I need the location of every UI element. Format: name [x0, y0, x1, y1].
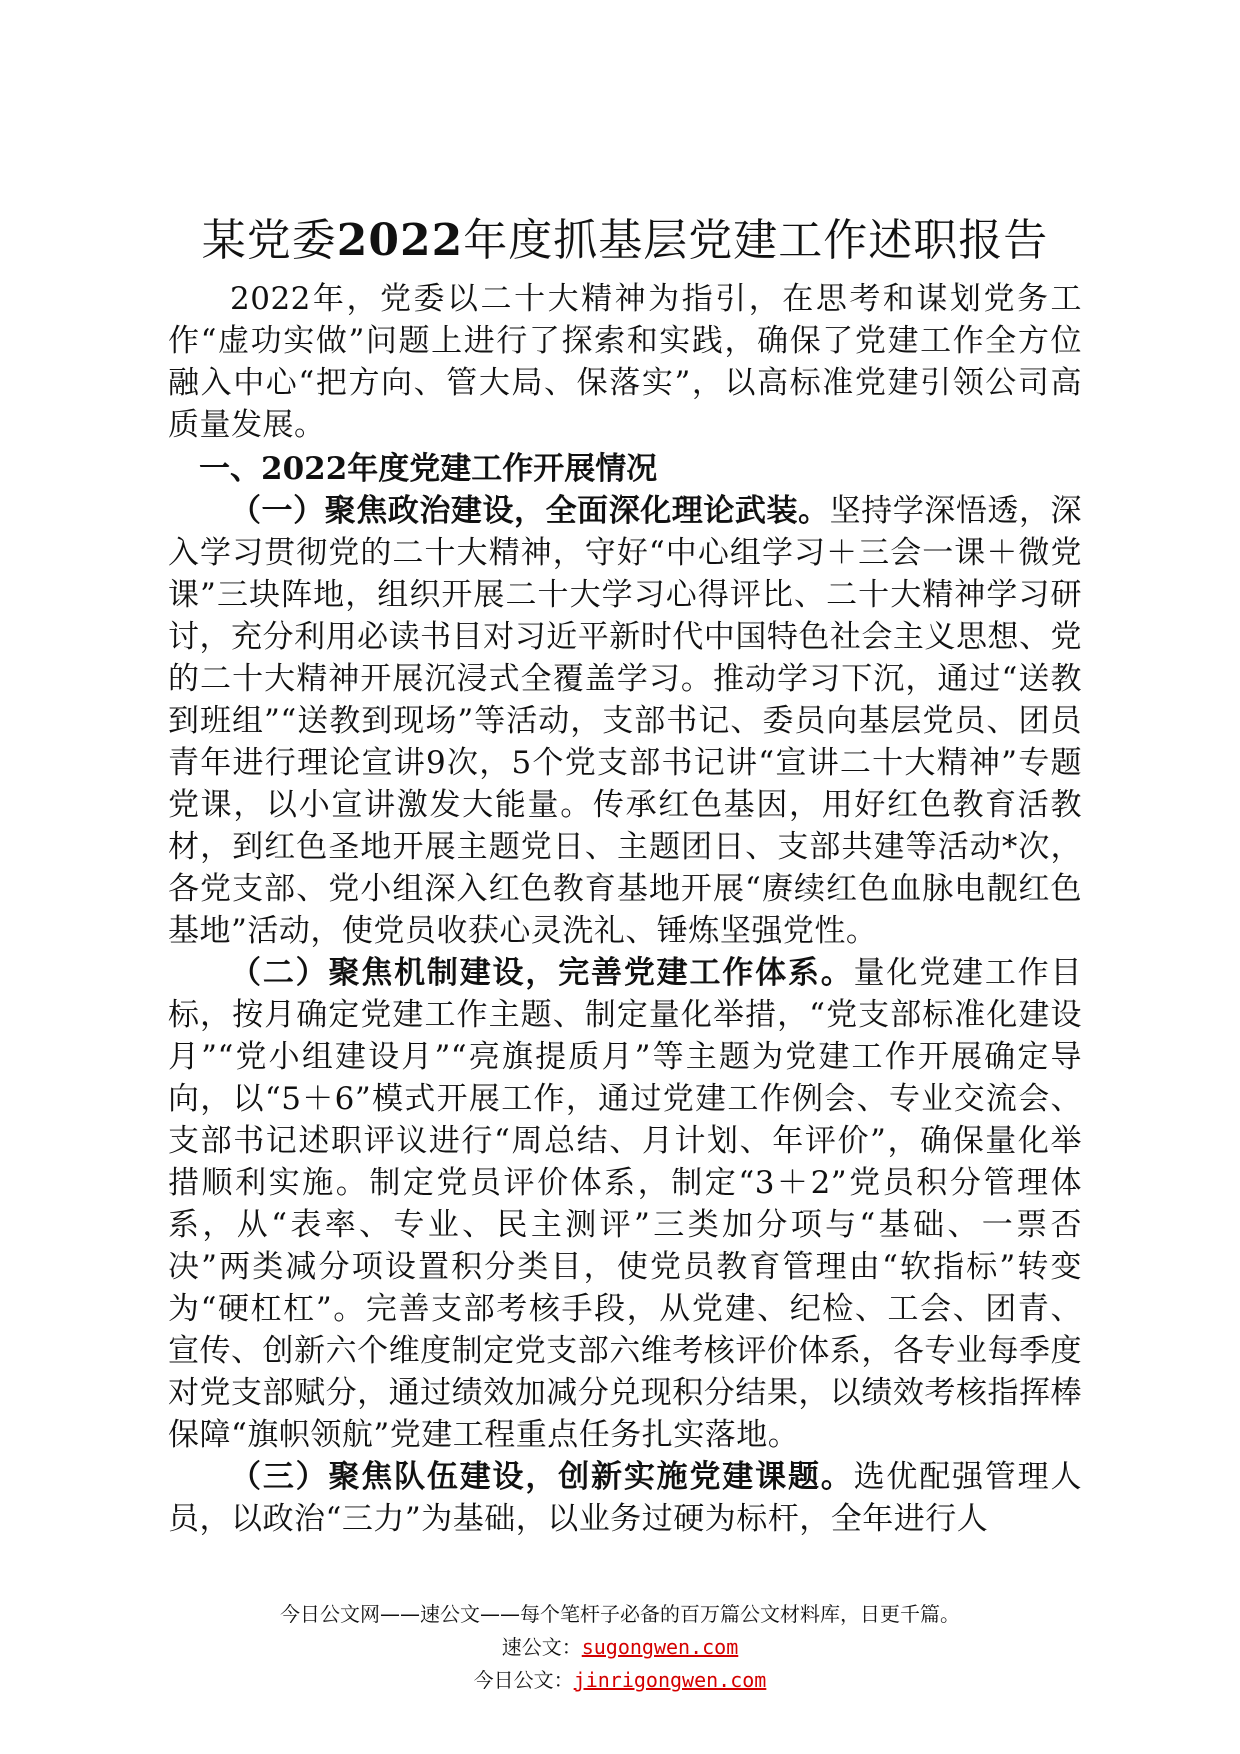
- section-item-3: [168, 1456, 1082, 1540]
- item-3-text: 选优配强管理人员，以政治“三力”为基础，以业务过硬为标杆，全年进行人: [168, 1459, 1082, 1537]
- footer-sugongwen-line: [0, 1631, 1240, 1664]
- item-3-lead: （三）聚焦队伍建设，创新实施党建课题。: [230, 1459, 854, 1495]
- intro-paragraph: 2022年，党委以二十大精神为指引，在思考和谋划党务工作“虚功实做”问题上进行了探索和实践，确保了党建工作全方位融入中心“把方向、管大局、保落实”，以高标准党建引领公司高质量发展。: [168, 281, 1082, 443]
- document-title: [168, 212, 1082, 270]
- item-1-lead: （一）聚焦政治建设，全面深化理论武装。: [230, 493, 830, 529]
- footer-banner: [0, 1598, 1240, 1697]
- title-prefix: 某党委: [201, 215, 337, 266]
- footer-sugongwen-label: 速公文：: [501, 1635, 582, 1659]
- item-1-text: 坚持学深悟透，深入学习贯彻党的二十大精神，守好“中心组学习＋三会一课＋微党课”三块阵地，组织开展二十大学习心得评比、二十大精神学习研讨，充分利用必读书目对习近平新时代中国特色社会主义思想、党的二十大精神开展沉浸式全覆盖学习。推动学习下沉，通过“送教到班组”“送教到现场”等活动，支部书记、委员向基层党员、团员青年进行理论宣讲9次，5个党支部书记讲“宣讲二十大精神”专题党课，以小宣讲激发大能量。传承红色基因，用好红色教育活教材，到红色圣地开展主题党日、主题团日、支部共建等活动*次，各党支部、党小组深入红色教育基地开展“赓续红色血脉电靓红色基地”活动，使党员收获心灵洗礼、锤炼坚强党性。: [168, 493, 1083, 949]
- title-year: 2022: [336, 215, 464, 266]
- section-item-2: [168, 952, 1082, 1456]
- title-suffix: 年度抓基层党建工作述职报告: [463, 215, 1049, 266]
- footer-jinrigongwen-label: 今日公文：: [473, 1668, 574, 1692]
- footer-tagline: 今日公文网——速公文——每个笔杆子必备的百万篇公文材料库，日更千篇。: [280, 1602, 960, 1626]
- jinrigongwen-link[interactable]: jinrigongwen.com: [573, 1668, 767, 1692]
- section-item-1: [168, 490, 1082, 952]
- document-body: [168, 212, 1082, 1540]
- sugongwen-link[interactable]: sugongwen.com: [581, 1635, 739, 1659]
- item-2-lead: （二）聚焦机制建设，完善党建工作体系。: [230, 955, 854, 991]
- item-2-text: 量化党建工作目标，按月确定党建工作主题、制定量化举措，“党支部标准化建设月”“党小组建设月”“亮旗提质月”等主题为党建工作开展确定导向，以“5＋6”模式开展工作，通过党建工作例会、专业交流会、支部书记述职评议进行“周总结、月计划、年评价”，确保量化举措顺利实施。制定党员评价体系，制定“3＋2”党员积分管理体系，从“表率、专业、民主测评”三类加分项与“基础、一票否决”两类减分项设置积分类目，使党员教育管理由“软指标”转变为“硬杠杠”。完善支部考核手段，从党建、纪检、工会、团青、宣传、创新六个维度制定党支部六维考核评价体系，各专业每季度对党支部赋分，通过绩效加减分兑现积分结果，以绩效考核指挥棒保障“旗帜领航”党建工程重点任务扎实落地。: [168, 955, 1082, 1453]
- section-heading: 一、2022年度党建工作开展情况: [199, 451, 658, 487]
- footer-jinrigongwen-line: [0, 1664, 1240, 1697]
